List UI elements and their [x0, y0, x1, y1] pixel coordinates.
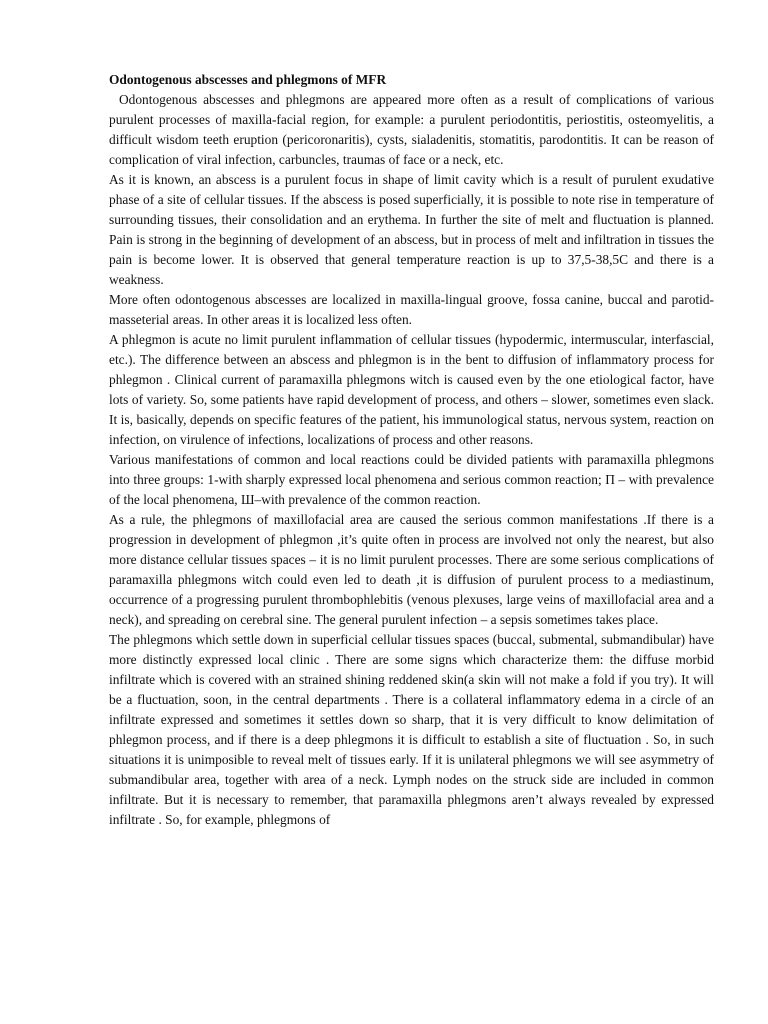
document-title: Odontogenous abscesses and phlegmons of MFR	[109, 72, 387, 87]
paragraph-superficial-phlegmons: The phlegmons which settle down in superficial cellular tissues spaces (buccal, submental, submandibular) have more distinctly expressed local clinic . There are some signs which characterize them: the diffuse morbid infiltrate which is covered with an strained shining reddened skin(a skin will not make a fold if you try). It will be a fluctuation, soon, in the central departments . There is a collateral inflammatory edema in a circle of an infiltrate expressed and sometimes it settles down so sharp, that it is very difficult to know delimitation of phlegmon process, and if there is a deep phlegmons it is difficult to establish a site of fluctuation . So, in such situations it is unimposible to reveal melt of tissues early. If it is unilateral phlegmons we will see asymmetry of submandibular area, together with area of a neck. Lymph nodes on the struck side are included in common infiltrate. But it is necessary to remember, that paramaxilla phlegmons aren’t always revealed by expressed infiltrate . So, for example, phlegmons of	[109, 632, 714, 827]
paragraph-phlegmon-definition: A phlegmon is acute no limit purulent inflammation of cellular tissues (hypodermic, intermuscular, interfascial, etc.). The difference between an abscess and phlegmon is in the bent to diffusion of inflammatory process for phlegmon . Clinical current of paramaxilla phlegmons witch is caused even by the one etiological factor, have lots of variety. So, some patients have rapid development of process, and others – slower, sometimes even slack. It is, basically, depends on specific features of the patient, his immunological status, nervous system, reaction on infection, on virulence of infections, localizations of process and other reasons.	[109, 332, 714, 447]
paragraph-abscess-localization: More often odontogenous abscesses are localized in maxilla-lingual groove, fossa canine, buccal and parotid-masseterial areas. In other areas it is localized less often.	[109, 292, 714, 327]
paragraph-reaction-groups: Various manifestations of common and local reactions could be divided patients with paramaxilla phlegmons into three groups: 1-with sharply expressed local phenomena and serious common reaction; П – with prevalence of the local phenomena, Ш–with prevalence of the common reaction.	[109, 452, 714, 507]
document-page	[109, 70, 714, 830]
paragraph-complications: As a rule, the phlegmons of maxillofacial area are caused the serious common manifestations .If there is a progression in development of phlegmon ,it’s quite often in process are involved not only the nearest, but also more distance cellular tissues spaces – it is no limit purulent processes. There are some serious complications of paramaxilla phlegmons witch could even led to death ,it is diffusion of purulent process to a mediastinum, occurrence of a progressing purulent thrombophlebitis (venous plexuses, large veins of maxillofacial area and a neck), and spreading on cerebral sine. The general purulent infection – a sepsis sometimes takes place.	[109, 512, 714, 627]
paragraph-odontogenous-intro: Odontogenous abscesses and phlegmons are appeared more often as a result of complications of various purulent processes of maxilla-facial region, for example: a purulent periodontitis, periostitis, osteomyelitis, a difficult wisdom teeth eruption (pericoronaritis), cysts, sialadenitis, stomatitis, parodontitis. It can be reason of complication of viral infection, carbuncles, traumas of face or a neck, etc.	[109, 92, 714, 167]
paragraph-abscess-definition: As it is known, an abscess is a purulent focus in shape of limit cavity which is a result of purulent exudative phase of a site of cellular tissues. If the abscess is posed superficially, it is possible to note rise in temperature of surrounding tissues, their consolidation and an erythema. In further the site of melt and fluctuation is planned. Pain is strong in the beginning of development of an abscess, but in process of melt and infiltration in tissues the pain is become lower. It is observed that general temperature reaction is up to 37,5-38,5C and there is a weakness.	[109, 172, 714, 287]
